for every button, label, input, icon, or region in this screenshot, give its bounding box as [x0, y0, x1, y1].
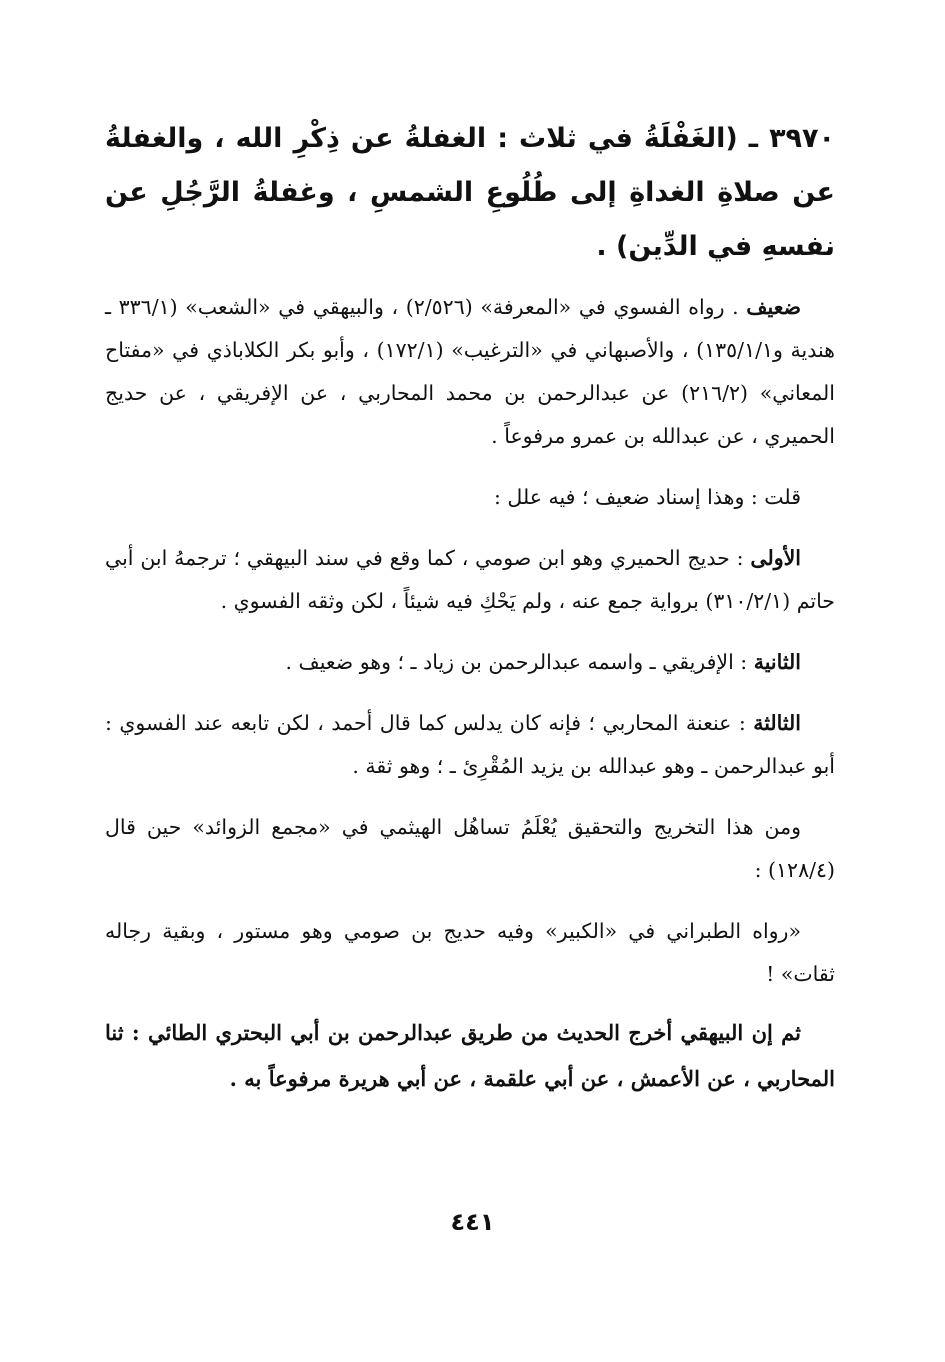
hadith-text: ٣٩٧٠ ـ (الغَفْلَةُ في ثلاث : الغفلةُ عن ذِكْرِ الله ، والغفلةُ عن صلاةِ الغداةِ إلى طُلُوعِ الشمسِ ، وغفلةُ الرَّجُلِ عن نفسهِ في الدِّين) .	[105, 123, 835, 262]
grading-paragraph	[105, 286, 835, 458]
haythami-quote	[105, 910, 835, 996]
haythami-quote-text: «رواه الطبراني في «الكبير» وفيه حديج بن صومي وهو مستور ، وبقية رجاله ثقات» !	[105, 919, 835, 986]
defect-third-text: : عنعنة المحاربي ؛ فإنه كان يدلس كما قال أحمد ، لكن تابعه عند الفسوي : أبو عبدالرحمن ـ وهو عبدالله بن يزيد المُقْرِئ ـ ؛ وهو ثقة .	[105, 711, 835, 778]
defects-intro-text: قلت : وهذا إسناد ضعيف ؛ فيه علل :	[494, 485, 801, 509]
defect-first	[105, 537, 835, 623]
defect-first-text: : حديج الحميري وهو ابن صومي ، كما وقع في سند البيهقي ؛ ترجمهُ ابن أبي حاتم (٣١٠/٢/١) برواية جمع عنه ، ولم يَحْكِ فيه شيئاً ، لكن وثقه الفسوي .	[105, 546, 835, 613]
closing-paragraph: ثم إن البيهقي أخرج الحديث من طريق عبدالرحمن بن أبي البحتري الطائي : ثنا المحاربي ، عن الأعمش ، عن أبي علقمة ، عن أبي هريرة مرفوعاً به .	[105, 1020, 835, 1091]
haythami-remark	[105, 806, 835, 892]
defects-intro	[105, 476, 835, 519]
grading-label: ضعيف	[746, 295, 801, 319]
page-number: ٤٤١	[450, 1208, 495, 1236]
defect-second-label: الثانية	[753, 650, 801, 674]
page-body	[105, 112, 835, 1102]
defect-third	[105, 702, 835, 788]
grading-text: . رواه الفسوي في «المعرفة» (٢/٥٢٦) ، والبيهقي في «الشعب» (٣٣٦/١ ـ هندية و١٣٥/١/١) ، والأصبهاني في «الترغيب» (١٧٢/١) ، وأبو بكر الكلاباذي في «مفتاح المعاني» (٢١٦/٢) عن عبدالرحمن بن محمد المحاربي ، عن الإفريقي ، عن حديج الحميري ، عن عبدالله بن عمرو مرفوعاً .	[105, 295, 835, 448]
defect-first-label: الأولى	[750, 546, 801, 570]
defect-second	[105, 641, 835, 684]
haythami-remark-text: ومن هذا التخريج والتحقيق يُعْلَمُ تساهُل الهيثمي في «مجمع الزوائد» حين قال (١٢٨/٤) :	[105, 815, 835, 882]
defect-third-label: الثالثة	[753, 711, 801, 735]
defect-second-text: : الإفريقي ـ واسمه عبدالرحمن بن زياد ـ ؛ وهو ضعيف .	[285, 650, 754, 674]
